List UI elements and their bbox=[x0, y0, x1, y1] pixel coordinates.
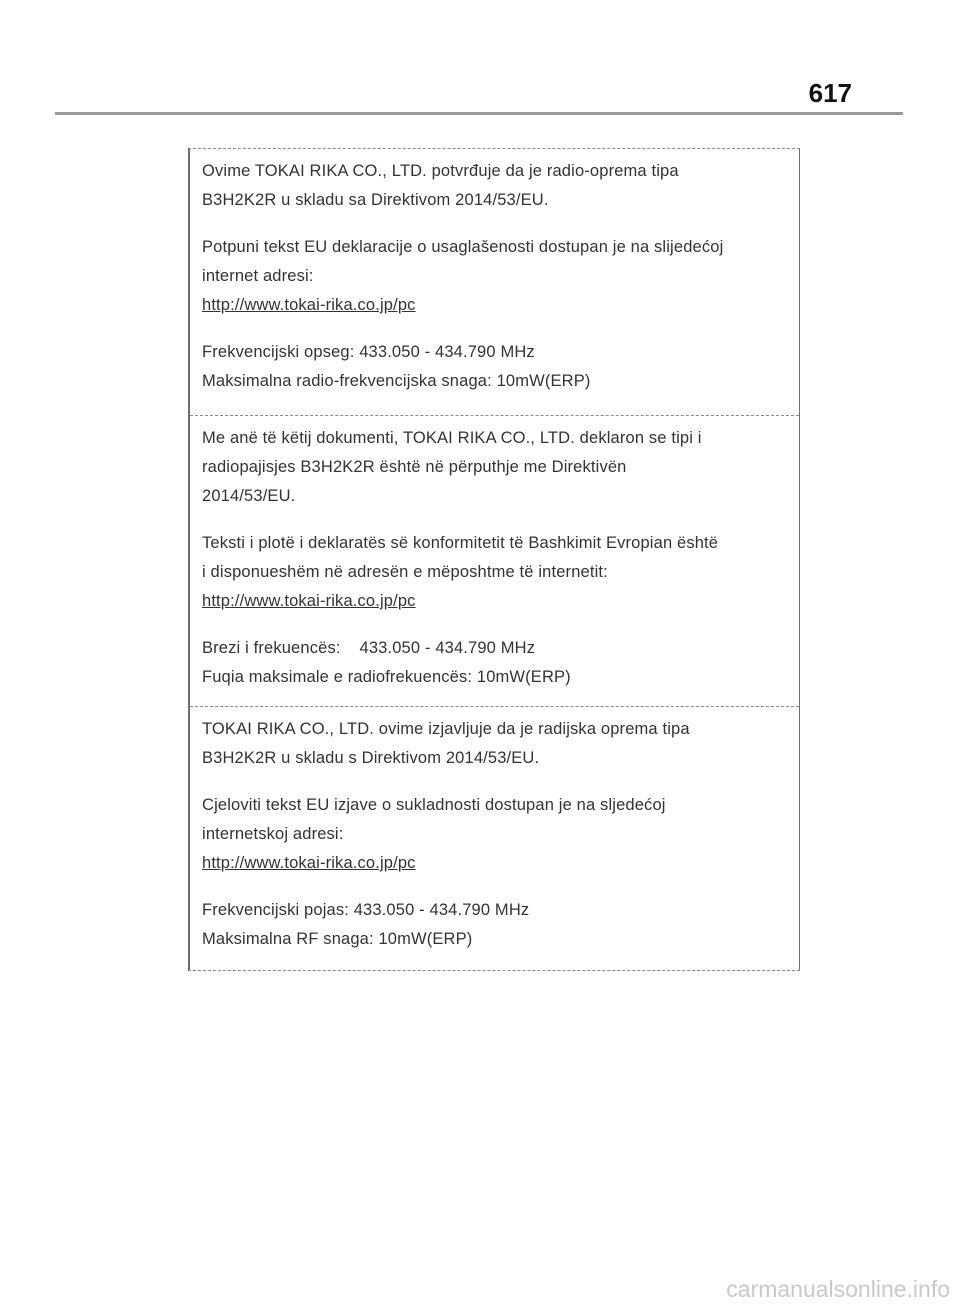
frequency-text: Brezi i frekuencës: 433.050 - 434.790 MHz bbox=[202, 639, 536, 657]
declaration-line: B3H2K2R u skladu s Direktivom 2014/53/EU. bbox=[202, 749, 540, 767]
full-text-line: Cjeloviti tekst EU izjave o sukladnosti dostupan je na sljedećoj bbox=[202, 796, 666, 814]
watermark: carmanualsonline.info bbox=[726, 1276, 950, 1302]
full-text-line: i disponueshëm në adresën e mëposhtme të internetit: bbox=[202, 563, 608, 581]
declaration-line: B3H2K2R u skladu sa Direktivom 2014/53/EU. bbox=[202, 191, 549, 209]
section-albanian bbox=[190, 415, 799, 706]
declaration-line: Me anë të këtij dokumenti, TOKAI RIKA CO., LTD. deklaron se tipi i bbox=[202, 429, 702, 447]
declaration-url-link[interactable]: http://www.tokai-rika.co.jp/pc bbox=[202, 854, 416, 872]
frequency-text: Frekvencijski opseg: 433.050 - 434.790 MHz bbox=[202, 343, 535, 361]
page-number: 617 bbox=[808, 78, 852, 108]
power-text: Maksimalna radio-frekvencijska snaga: 10mW(ERP) bbox=[202, 372, 591, 390]
declaration-line: Ovime TOKAI RIKA CO., LTD. potvrđuje da je radio-oprema tipa bbox=[202, 162, 679, 180]
power-text: Maksimalna RF snaga: 10mW(ERP) bbox=[202, 930, 473, 948]
full-text-line: internet adresi: bbox=[202, 267, 314, 285]
declaration-line: radiopajisjes B3H2K2R është në përputhje me Direktivën bbox=[202, 458, 627, 476]
section-croatian-bosnian bbox=[190, 149, 799, 415]
declaration-line: TOKAI RIKA CO., LTD. ovime izjavljuje da je radijska oprema tipa bbox=[202, 720, 690, 738]
declaration-url-link[interactable]: http://www.tokai-rika.co.jp/pc bbox=[202, 296, 416, 314]
header-rule bbox=[55, 112, 903, 115]
power-text: Fuqia maksimale e radiofrekuencës: 10mW(ERP) bbox=[202, 668, 571, 686]
section-croatian bbox=[190, 706, 799, 972]
declaration-line: 2014/53/EU. bbox=[202, 487, 296, 505]
full-text-line: internetskoj adresi: bbox=[202, 825, 344, 843]
declaration-url-link[interactable]: http://www.tokai-rika.co.jp/pc bbox=[202, 592, 416, 610]
full-text-line: Potpuni tekst EU deklaracije o usaglašenosti dostupan je na slijedećoj bbox=[202, 238, 724, 256]
declaration-box bbox=[188, 148, 800, 971]
full-text-line: Teksti i plotë i deklaratës së konformitetit të Bashkimit Evropian është bbox=[202, 534, 719, 552]
frequency-text: Frekvencijski pojas: 433.050 - 434.790 MHz bbox=[202, 901, 530, 919]
